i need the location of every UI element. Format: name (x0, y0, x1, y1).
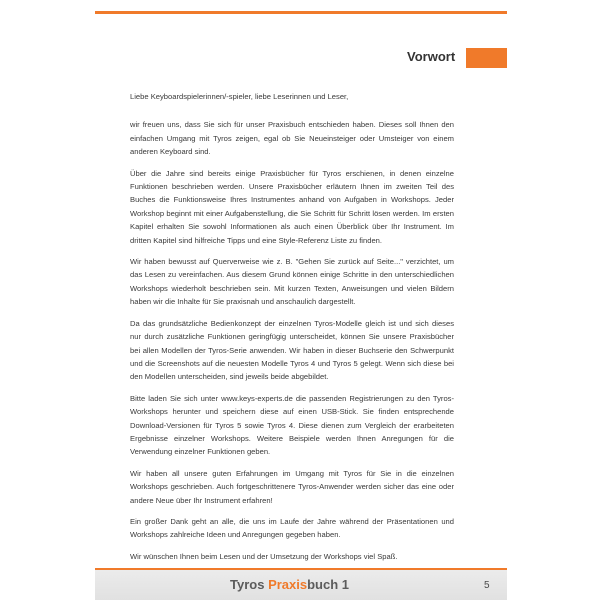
book-title (230, 577, 349, 592)
paragraph-7: Ein großer Dank geht an alle, die uns im Laufe der Jahre während der Präsentationen und Workshops zahlreiche Ideen und Anregungen gegeben haben. (130, 516, 454, 540)
chapter-tab-marker (466, 48, 507, 68)
page-number: 5 (484, 580, 490, 591)
page-title: Vorwort (407, 49, 456, 64)
paragraph-4: Da das grundsätzliche Bedienkonzept der einzelnen Tyros-Modelle gleich ist und sich dieses nur durch zusätzliche Funktionen geringfügig unterscheidet, können Sie unsere Praxisbücher bei allen Modellen der Tyros-Serie anwenden. Wir haben in dieser Buchserie den Schwerpunkt und die Screenshots auf die neuesten Modelle Tyros 4 und Tyros 5 gelegt. Wenn sich diese bei den Modellen unterscheiden, sind jeweils beide abgebildet. (130, 318, 454, 382)
book-title-accent: Praxis (268, 577, 308, 592)
foreword-text (130, 90, 454, 599)
footer-rule (95, 568, 507, 570)
book-title-part3: buch 1 (307, 577, 350, 592)
paragraph-8: Wir wünschen Ihnen beim Lesen und der Umsetzung der Workshops viel Spaß. (130, 551, 398, 561)
paragraph-2: Über die Jahre sind bereits einige Praxisbücher für Tyros erschienen, in denen einzelne Funktionen beschrieben werden. Unsere Praxisbücher erläutern Ihnen im zweiten Teil des Buches die Funktionsweise Ihres Instrumentes anhand von Aufgaben in Workshops. Jeder Workshop beginnt mit einer Aufgabenstellung, die Sie Schritt für Schritt lösen werden. Im ersten Kapitel erhalten Sie sowohl Informationen als auch einen Überblick über Ihr Instrument. Im dritten Kapitel sind hilfreiche Tipps und eine Style-Referenz Liste zu finden. (130, 168, 454, 245)
paragraph-6: Wir haben all unsere guten Erfahrungen im Umgang mit Tyros für Sie in die einzelnen Workshops geschrieben. Auch fortgeschrittenere Tyros-Anwender werden sicher das eine oder andere Neue über Ihr Instrument erfahren! (130, 468, 454, 505)
greeting: Liebe Keyboardspielerinnen/-spieler, liebe Leserinnen und Leser, (130, 92, 349, 101)
paragraph-1: wir freuen uns, dass Sie sich für unser Praxisbuch entschieden haben. Dieses soll Ihnen den einfachen Umgang mit Tyros zeigen, egal ob Sie Neueinsteiger oder Umsteiger von einem anderen Keyboard sind. (130, 120, 454, 157)
paragraph-5: Bitte laden Sie sich unter www.keys-experts.de die passenden Registrierungen zu den Tyros-Workshops herunter und speichern diese auf einen USB-Stick. Sie finden entsprechende Download-Versionen für Tyros 5 sowie Tyros 4. Diese dienen zum Vergleich der erarbeiteten Ergebnisse einzelner Workshops. Weitere Beispiele werden Ihnen Anregungen für die Verwendung einzelner Funktionen geben. (130, 393, 454, 457)
book-title-part1: Tyros (230, 577, 269, 592)
top-rule (95, 11, 507, 14)
paragraph-3: Wir haben bewusst auf Querverweise wie z. B. "Gehen Sie zurück auf Seite..." verzichtet, um das Lesen zu vereinfachen. Aus diesem Grund können einige Schritte in den unterschiedlichen Workshops wiederholt beschrieben sein. Mit kurzen Texten, Anweisungen und vielen Bildern haben wir die Inhalte für Sie praxisnah und anschaulich dargestellt. (130, 257, 454, 307)
